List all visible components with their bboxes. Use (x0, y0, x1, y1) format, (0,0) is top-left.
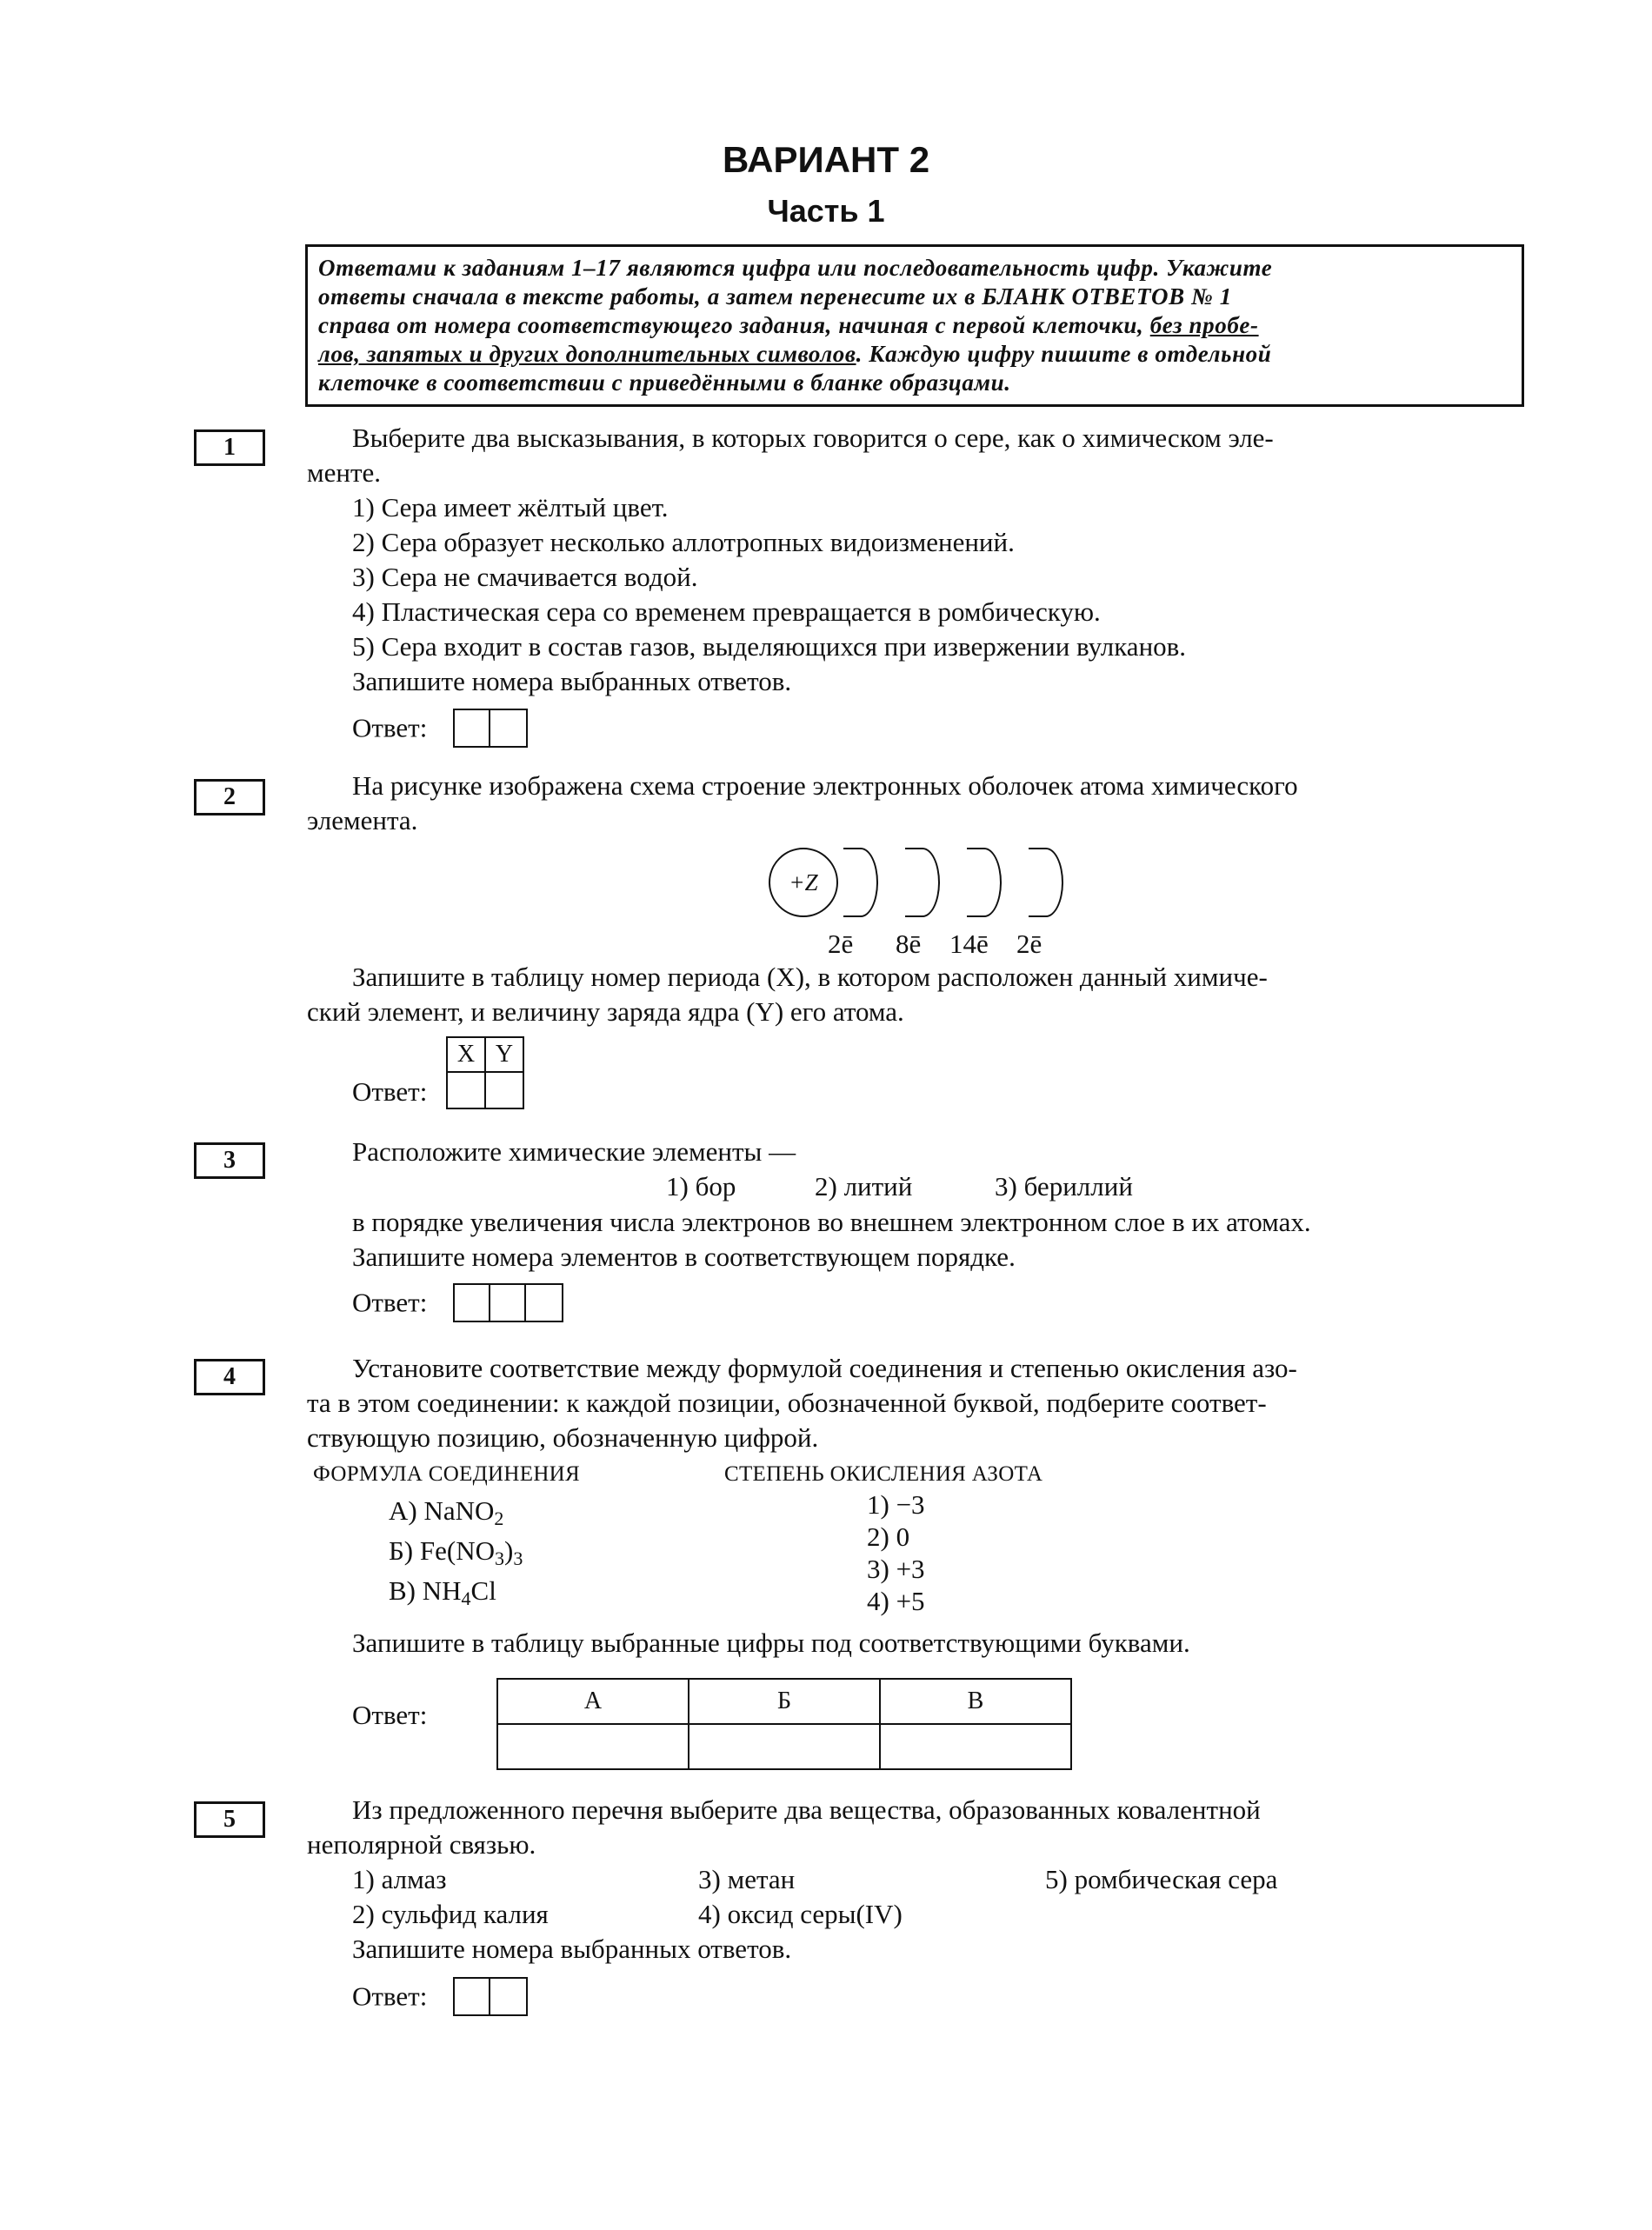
formula-subscript: 3 (494, 1548, 504, 1569)
table-header-x: X (447, 1037, 485, 1072)
shell-electron-count: 2ē (1016, 929, 1042, 959)
q2-prompt (307, 960, 1533, 1029)
shell-electron-count: 14ē (949, 929, 989, 959)
q3-answer-row (352, 1283, 563, 1322)
question-number: 1 (194, 429, 265, 466)
instructions-underlined: лов, запятых и других дополнительных символов (318, 341, 856, 367)
answer-cell-a[interactable] (497, 1724, 689, 1769)
text-line: На рисунке изображена схема строение электронных оболочек атома химического (352, 770, 1298, 801)
q5-answer-row (352, 1977, 528, 2016)
text-line: Установите соответствие между формулой соединения и степенью окисления азо- (352, 1353, 1297, 1383)
electron-shell-arc (905, 848, 940, 917)
column-header-formula: ФОРМУЛА СОЕДИНЕНИЯ (313, 1462, 580, 1486)
formula-text: Cl (470, 1575, 496, 1606)
answer-cell[interactable] (455, 1285, 490, 1321)
shell-electron-count: 2ē (828, 929, 854, 959)
q1-options (352, 490, 1186, 699)
q3-element: 3) бериллий (995, 1171, 1133, 1202)
option-item: 2) 0 (867, 1521, 910, 1552)
text-line: Запишите в таблицу номер периода (X), в котором расположен данный химиче- (352, 962, 1268, 992)
table-header-y: Y (485, 1037, 523, 1072)
answer-cell-x[interactable] (447, 1072, 485, 1108)
q1-text (307, 421, 1533, 490)
question-number: 3 (194, 1142, 265, 1179)
option-item: 1) −3 (867, 1489, 925, 1520)
oxidation-states (867, 1488, 925, 1617)
q3-element: 1) бор (666, 1171, 736, 1202)
option-item: 2) Сера образует несколько аллотропных видоизменений. (352, 527, 1015, 557)
q4-text (307, 1351, 1533, 1455)
text-line: неполярной связью. (307, 1829, 536, 1860)
answer-cells[interactable] (453, 1977, 528, 2016)
answer-cell[interactable] (455, 1979, 490, 2014)
question-prompt: Запишите номера элементов в соответствующем порядке. (352, 1241, 1016, 1272)
answer-cell[interactable] (455, 710, 490, 746)
q5-text (307, 1793, 1533, 1862)
question-number: 4 (194, 1359, 265, 1395)
instructions-line: Ответами к заданиям 1–17 являются цифра или последовательность цифр. Укажите (318, 255, 1273, 281)
nucleus-circle: +Z (769, 848, 838, 917)
formula-text: В) NH (389, 1575, 462, 1606)
option-item: 3) Сера не смачивается водой. (352, 562, 698, 592)
question-prompt: Запишите номера выбранных ответов. (352, 1934, 792, 1964)
option-item: 4) +5 (867, 1586, 925, 1616)
answer-label: Ответ: (352, 1980, 428, 2012)
variant-title: ВАРИАНТ 2 (722, 139, 930, 180)
column-header-oxidation: СТЕПЕНЬ ОКИСЛЕНИЯ АЗОТА (724, 1462, 1043, 1486)
instructions-line (318, 311, 1511, 340)
q3-text: Расположите химические элементы — (352, 1136, 796, 1167)
formula-c (389, 1574, 496, 1616)
part-title: Часть 1 (767, 193, 885, 229)
formula-text: Б) Fe(NO (389, 1535, 495, 1566)
answer-cell[interactable] (490, 1979, 526, 2014)
option-item: 3) метан (698, 1864, 796, 1894)
instructions-line: ответы сначала в тексте работы, а затем перенесите их в БЛАНК ОТВЕТОВ № 1 (318, 283, 1232, 310)
electron-shell-arc (1029, 848, 1063, 917)
question-number: 2 (194, 779, 265, 815)
text-line: элемента. (307, 805, 418, 835)
instructions-text: . Каждую цифру пишите в отдельной (856, 341, 1272, 367)
instructions-line: клеточке в соответствии с приведёнными в бланке образцами. (318, 369, 1011, 396)
table-header-b: Б (689, 1679, 880, 1724)
shell-electron-count: 8ē (896, 929, 922, 959)
answer-cell[interactable] (490, 710, 526, 746)
formula-text: А) NaNO (389, 1495, 495, 1526)
formula-subscript: 3 (513, 1548, 523, 1569)
answer-label: Ответ: (352, 1076, 428, 1107)
question-number: 5 (194, 1801, 265, 1838)
q2-text (307, 769, 1533, 838)
text-line: Из предложенного перечня выберите два вещества, образованных ковалентной (352, 1794, 1261, 1825)
q1-answer-row (352, 709, 528, 748)
text-line: та в этом соединении: к каждой позиции, обозначенной буквой, подберите соответ- (307, 1388, 1267, 1418)
option-item: 4) Пластическая сера со временем превращается в ромбическую. (352, 596, 1101, 627)
electron-shell-arc (967, 848, 1002, 917)
answer-label: Ответ: (352, 712, 428, 743)
option-item: 1) алмаз (352, 1864, 447, 1894)
table-header-a: А (497, 1679, 689, 1724)
answer-label: Ответ: (352, 1287, 428, 1318)
answer-cell[interactable] (490, 1285, 526, 1321)
answer-cell-y[interactable] (485, 1072, 523, 1108)
question-prompt: Запишите номера выбранных ответов. (352, 666, 792, 696)
answer-cells[interactable] (453, 709, 528, 748)
q2-answer-table (446, 1036, 524, 1109)
option-item: 3) +3 (867, 1554, 925, 1584)
answer-cell-c[interactable] (880, 1724, 1071, 1769)
instructions-text: справа от номера соответствующего задания, начиная с первой клеточки, (318, 312, 1150, 338)
option-item: 5) ромбическая сера (1045, 1864, 1278, 1894)
option-item: 1) Сера имеет жёлтый цвет. (352, 492, 669, 523)
option-item: 4) оксид серы(IV) (698, 1899, 903, 1929)
text-line: менте. (307, 457, 382, 488)
answer-cell[interactable] (526, 1285, 562, 1321)
q4-answer-table (496, 1678, 1072, 1770)
answer-cell-b[interactable] (689, 1724, 880, 1769)
option-item: 5) Сера входит в состав газов, выделяющихся при извержении вулканов. (352, 631, 1187, 662)
instructions-underlined: без пробе- (1149, 312, 1259, 338)
formula-a (389, 1494, 503, 1536)
table-header-c: В (880, 1679, 1071, 1724)
instructions-box (305, 244, 1524, 407)
text-line: ский элемент, и величину заряда ядра (Y) его атома. (307, 996, 904, 1027)
text-line: ствующую позицию, обозначенную цифрой. (307, 1422, 819, 1453)
electron-shell-arc (843, 848, 878, 917)
formula-text: ) (503, 1535, 514, 1566)
question-prompt: Запишите в таблицу выбранные цифры под соответствующими буквами. (352, 1628, 1190, 1658)
formula-subscript: 4 (461, 1588, 471, 1609)
text-line: в порядке увеличения числа электронов во внешнем электронном слое в их атомах. (352, 1207, 1311, 1237)
text-line: Выберите два высказывания, в которых говорится о сере, как о химическом эле- (352, 423, 1274, 453)
q3-element: 2) литий (815, 1171, 913, 1202)
formula-subscript: 2 (494, 1508, 504, 1529)
formula-b (389, 1534, 523, 1576)
option-item: 2) сульфид калия (352, 1899, 549, 1929)
answer-label: Ответ: (352, 1700, 428, 1730)
instructions-line (318, 340, 1511, 369)
answer-cells[interactable] (453, 1283, 563, 1322)
